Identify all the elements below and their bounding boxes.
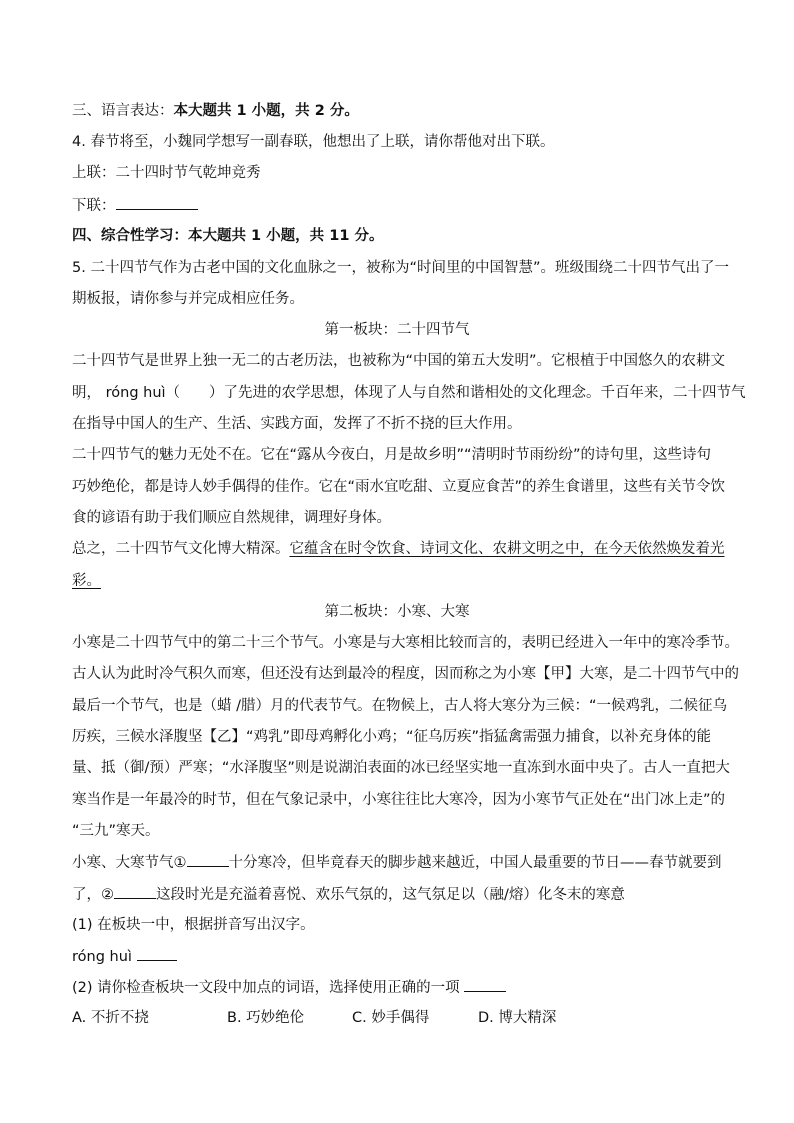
block1-p3-line-1 (72, 539, 725, 559)
block2-line-2: 古人认为此时冷气积久而寒，但还没有达到最冷的程度，因而称之为小寒【甲】大寒，是二十四节气中的 (72, 666, 739, 682)
option-b[interactable]: B. 巧妙绝伦 (227, 1010, 305, 1026)
block1-p1-line-2: 明， róng huì（ ）了先进的农学思想，体现了人与自然和谐相处的文化理念。千百年来，二十四节气 (72, 385, 746, 401)
blank-2[interactable] (114, 884, 156, 899)
block2-line-3: 最后一个节气，也是（蜡 /腊）月的代表节气。在物候上，古人将大寒分为三候：“一候鸡乳，二候征乌 (72, 698, 728, 714)
sub1-answer (72, 946, 177, 967)
sub1-pinyin: róng huì (72, 949, 132, 965)
block1-p2-line-2: 巧妙绝伦，都是诗人妙手偶得的佳作。它在“雨水宜吃甜、立夏应食苦”的养生食谱里，这些有关节令饮 (72, 479, 726, 495)
block2-line-8-end: 十分寒冷，但毕竟春天的脚步越来越近，中国人最重要的节日——春节就要到 (228, 855, 722, 871)
q4-answer-blank[interactable] (116, 195, 198, 210)
sub2-prompt-line (72, 977, 506, 998)
block2-line-9-start: 了，② (72, 887, 114, 903)
option-a[interactable]: A. 不折不挠 (72, 1010, 149, 1026)
sub1-answer-blank[interactable] (137, 946, 177, 961)
block1-p1-line-1: 二十四节气是世界上独一无二的古老历法，也被称为“中国的第五大发明”。它根植于中国悠久的农耕文 (72, 353, 726, 369)
block1-p3-line-2 (72, 571, 101, 591)
block1-title: 第一板块：二十四节气 (324, 322, 470, 338)
block2-line-8-start: 小寒、大寒节气① (72, 855, 187, 871)
block1-p3-underlined-end: 彩。 (72, 573, 101, 589)
section3-heading-detail: 本大题共 1 小题，共 2 分。 (173, 103, 359, 119)
block2-line-6: 寒当作是一年最冷的时节，但在气象记录中，小寒往往比大寒冷，因为小寒节气正处在“出门冰上走”的 (72, 792, 726, 808)
q4-lower-couplet (72, 195, 198, 216)
block1-p2-line-3: 食的谚语有助于我们顺应自然规律，调理好身体。 (72, 510, 391, 526)
q4-upper-couplet: 上联：二十四时节气乾坤竞秀 (72, 165, 261, 181)
block2-line-4: 厉疾，三候水泽腹坚【乙】“鸡乳”即母鸡孵化小鸡；“征乌厉疾”指猛禽需强力捕食，以补充身体的能 (72, 729, 712, 745)
q5-intro-line-1: 5. 二十四节气作为古老中国的文化血脉之一，被称为“时间里的中国智慧”。班级围绕二十四节气出了一 (72, 260, 729, 276)
section4-heading (72, 226, 383, 246)
block2-line-9 (72, 884, 625, 905)
q5-intro-line-2: 期板报，请你参与并完成相应任务。 (72, 291, 304, 307)
block2-line-5: 量、抵（御/预）严寒；“水泽腹坚”则是说湖泊表面的冰已经坚实地一直冻到水面中央了。古人一直把大 (72, 760, 730, 776)
sub1-prompt: (1) 在板块一中，根据拼音写出汉字。 (72, 917, 315, 933)
option-d[interactable]: D. 博大精深 (478, 1010, 557, 1026)
block2-title: 第二板块：小寒、大寒 (324, 604, 470, 620)
q4-lower-label: 下联： (72, 198, 116, 214)
sub2-answer-blank[interactable] (464, 977, 506, 992)
blank-1[interactable] (187, 852, 229, 867)
q4-prompt: 4. 春节将至，小魏同学想写一副春联，他想出了上联，请你帮他对出下联。 (72, 134, 555, 150)
block1-p2-line-1: 二十四节气的魅力无处不在。它在“露从今夜白，月是故乡明”“清明时节雨纷纷”的诗句里，这些诗句 (72, 447, 712, 463)
option-c[interactable]: C. 妙手偶得 (352, 1010, 430, 1026)
block2-line-1: 小寒是二十四节气中的第二十三个节气。小寒是与大寒相比较而言的，表明已经进入一年中的寒冷季节。 (72, 635, 739, 651)
block2-line-9-end: 这段时光是充溢着喜悦、欢乐气氛的，这气氛足以（融/熔）化冬末的寒意 (156, 887, 625, 903)
sub2-prompt: (2) 请你检查板块一文段中加点的词语，选择使用正确的一项 (72, 980, 460, 996)
section3-heading (72, 101, 359, 121)
block1-p3-underlined: 它蕴含在时令饮食、诗词文化、农耕文明之中，在今天依然焕发着光 (289, 541, 725, 557)
block1-p3-intro: 总之，二十四节气文化博大精深。 (72, 541, 290, 557)
section4-heading-label: 四、综合性学习： (72, 228, 188, 244)
block1-p1-line-3: 在指导中国人的生产、生活、实践方面，发挥了不折不挠的巨大作用。 (72, 416, 522, 432)
section3-heading-label: 三、语言表达： (72, 103, 174, 119)
section4-heading-detail: 本大题共 1 小题，共 11 分。 (188, 228, 384, 244)
block2-line-8 (72, 852, 722, 873)
block2-line-7: “三九”寒天。 (72, 823, 160, 839)
